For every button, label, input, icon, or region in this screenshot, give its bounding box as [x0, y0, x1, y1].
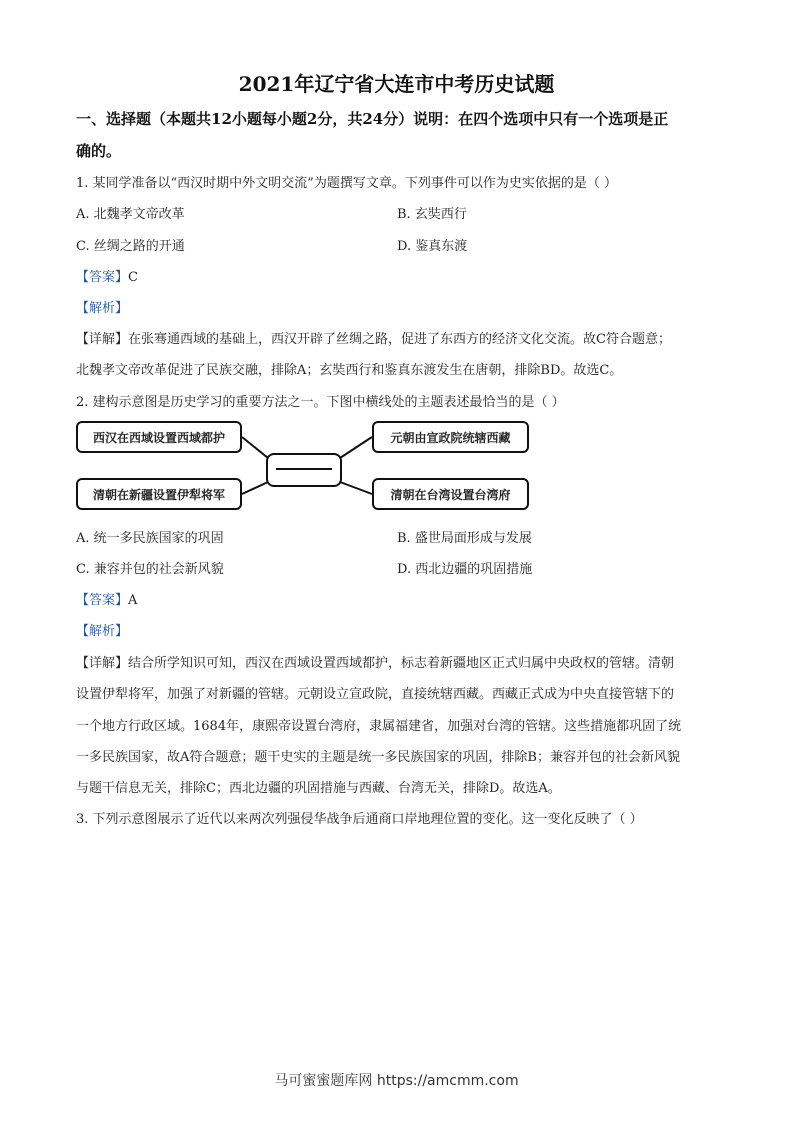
q2-detail-line2: 设置伊犁将军，加强了对新疆的管辖。元朝设立宣政院，直接统辖西藏。西藏正式成为中央直接管辖下的 [76, 687, 675, 702]
q1-analysis-tag: 【解析】 [76, 301, 129, 316]
q2-option-c: C. 兼容并包的社会新风貌 [76, 562, 224, 577]
q1-detail-tag: 【详解】 [76, 332, 129, 347]
q2-detail-tag: 【详解】 [76, 656, 129, 671]
q1-option-b: B. 玄奘西行 [397, 207, 467, 222]
q2-detail-line1 [76, 652, 674, 671]
q2-option-a: A. 统一多民族国家的巩固 [76, 531, 224, 546]
q1-detail-line1 [76, 328, 671, 347]
q2-answer-tag: 【答案】 [76, 593, 129, 608]
diagram-box-top-right: 元朝由宣政院统辖西藏 [372, 421, 529, 453]
connector-bottom-right [340, 482, 372, 494]
connector-top-right [340, 437, 372, 458]
q2-detail-line3: 一个地方行政区域。1684年，康熙帝设置台湾府，隶属福建省，加强对台湾的管辖。这些措施都巩固了统 [76, 719, 682, 734]
q1-answer-value: C [128, 270, 138, 285]
q2-answer [76, 589, 137, 608]
q2-detail-line5: 与题干信息无关，排除C；西北边疆的巩固措施与西藏、台湾无关，排除D。故选A。 [76, 781, 561, 796]
q2-option-b: B. 盛世局面形成与发展 [397, 531, 532, 546]
page-title: 2021年辽宁省大连市中考历史试题 [238, 72, 555, 96]
q1-answer [76, 266, 138, 285]
diagram-box-top-left: 西汉在西域设置西域都护 [76, 421, 242, 453]
footer-watermark: 马可蜜蜜题库网 https://amcmm.com [274, 1073, 519, 1089]
q1-detail-line2: 北魏孝文帝改革促进了民族交融，排除A；玄奘西行和鉴真东渡发生在唐朝，排除BD。故选C。 [76, 363, 623, 378]
q1-answer-tag: 【答案】 [76, 270, 129, 285]
section-heading-line1: 一、选择题（本题共12小题每小题2分，共24分）说明：在四个选项中只有一个选项是正 [76, 110, 669, 128]
q1-option-a: A. 北魏孝文帝改革 [76, 207, 185, 222]
q2-option-d: D. 西北边疆的巩固措施 [397, 562, 533, 577]
section-heading-line2: 确的。 [76, 142, 122, 160]
q1-option-c: C. 丝绸之路的开通 [76, 239, 185, 254]
q2-detail-line4: 一多民族国家，故A符合题意；题干史实的主题是统一多民族国家的巩固，排除B；兼容并包的社会新风貌 [76, 750, 680, 765]
diagram-box-bottom-right: 清朝在台湾设置台湾府 [372, 478, 529, 510]
q2-analysis-tag: 【解析】 [76, 624, 129, 639]
q1-detail-text1: 在张骞通西域的基础上，西汉开辟了丝绸之路，促进了东西方的经济文化交流。故C符合题意； [128, 332, 671, 347]
diagram-center-box [266, 453, 342, 487]
connector-bottom-left [242, 482, 268, 494]
q2-answer-value: A [128, 593, 138, 608]
q2-stem: 2. 建构示意图是历史学习的重要方法之一。下图中横线处的主题表述最恰当的是（ ） [76, 395, 565, 410]
diagram-blank-line [276, 468, 332, 470]
connector-top-left [242, 437, 268, 458]
diagram-box-bottom-left: 清朝在新疆设置伊犁将军 [76, 478, 242, 510]
q1-stem: 1. 某同学准备以“西汉时期中外文明交流”为题撰写文章。下列事件可以作为史实依据的是（ ） [76, 176, 617, 191]
q1-option-d: D. 鉴真东渡 [397, 239, 468, 254]
q2-detail-text1: 结合所学知识可知，西汉在西域设置西域都护，标志着新疆地区正式归属中央政权的管辖。清朝 [128, 656, 675, 671]
q3-stem: 3. 下列示意图展示了近代以来两次列强侵华战争后通商口岸地理位置的变化。这一变化反映了（ ） [76, 812, 643, 827]
